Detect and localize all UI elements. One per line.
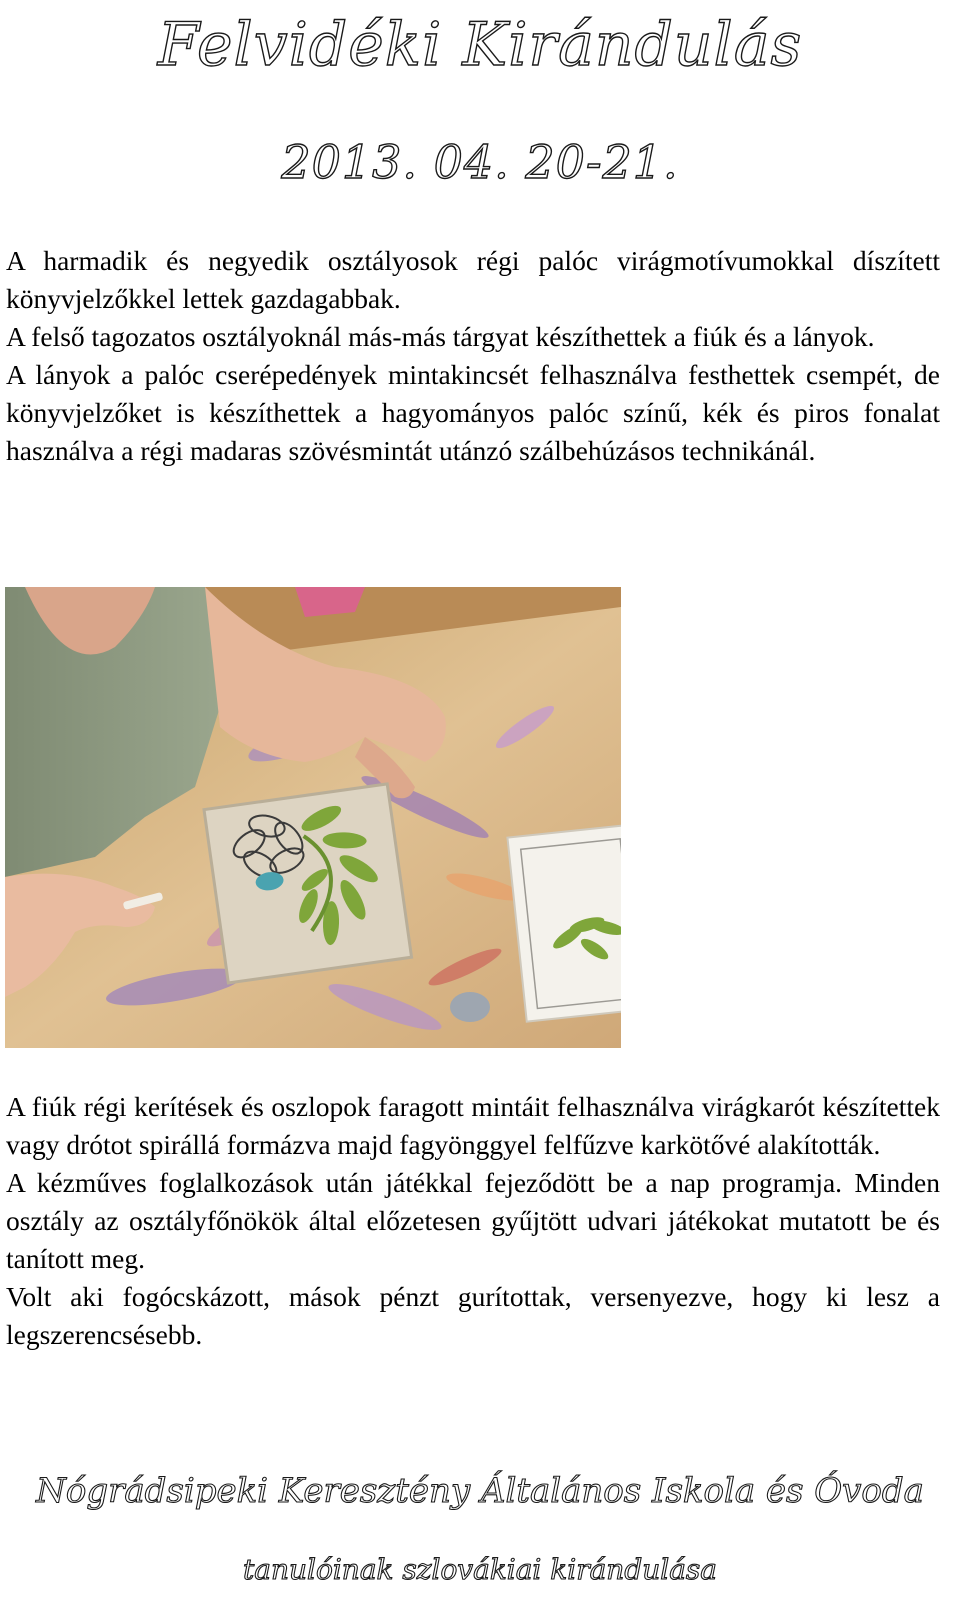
second-card — [507, 825, 621, 1022]
text-block-bottom — [6, 1088, 940, 1354]
paragraph: A felső tagozatos osztályoknál más-más tárgyat készíthettek a fiúk és a lányok. — [6, 321, 875, 352]
paragraph: A lányok a palóc cserépedények mintakincsét felhasználva festhettek csempét, de könyvjelzőket is készíthettek a hagyományos palóc színű, kék és piros fonalat használva a régi madaras szövésmintát utánzó szálbehúzásos technikánál. — [6, 359, 940, 466]
stone — [450, 992, 490, 1022]
footer-subtitle: tanulóinak szlovákiai kirándulása — [243, 1553, 717, 1586]
paragraph: A kézműves foglalkozások után játékkal fejeződött be a nap programja. Minden osztály az osztályfőnökök által előzetesen gyűjtött udvari játékokat mutatott be és tanított meg. — [6, 1167, 940, 1274]
paragraph: A fiúk régi kerítések és oszlopok faragott mintáit felhasználva virágkarót készítettek vagy drótot spirállá formázva majd fagyönggyel felfűzve karkötővé alakították. — [6, 1091, 940, 1160]
painted-tile — [204, 784, 412, 983]
paragraph: A harmadik és negyedik osztályosok régi palóc virágmotívumokkal díszített könyvjelzőkkel lettek gazdagabbak. — [6, 245, 940, 314]
event-date: 2013. 04. 20-21. — [281, 135, 679, 189]
footer-school-name: Nógrádsipeki Keresztény Általános Iskola és Óvoda — [36, 1471, 924, 1511]
craft-photo-illustration — [5, 587, 621, 1048]
craft-photo — [5, 587, 621, 1048]
text-block-top — [6, 242, 940, 470]
paragraph: Volt aki fogócskázott, mások pénzt gurítottak, versenyezve, hogy ki lesz a legszerencsésebb. — [6, 1281, 940, 1350]
page-title: Felvidéki Kirándulás — [157, 10, 803, 80]
